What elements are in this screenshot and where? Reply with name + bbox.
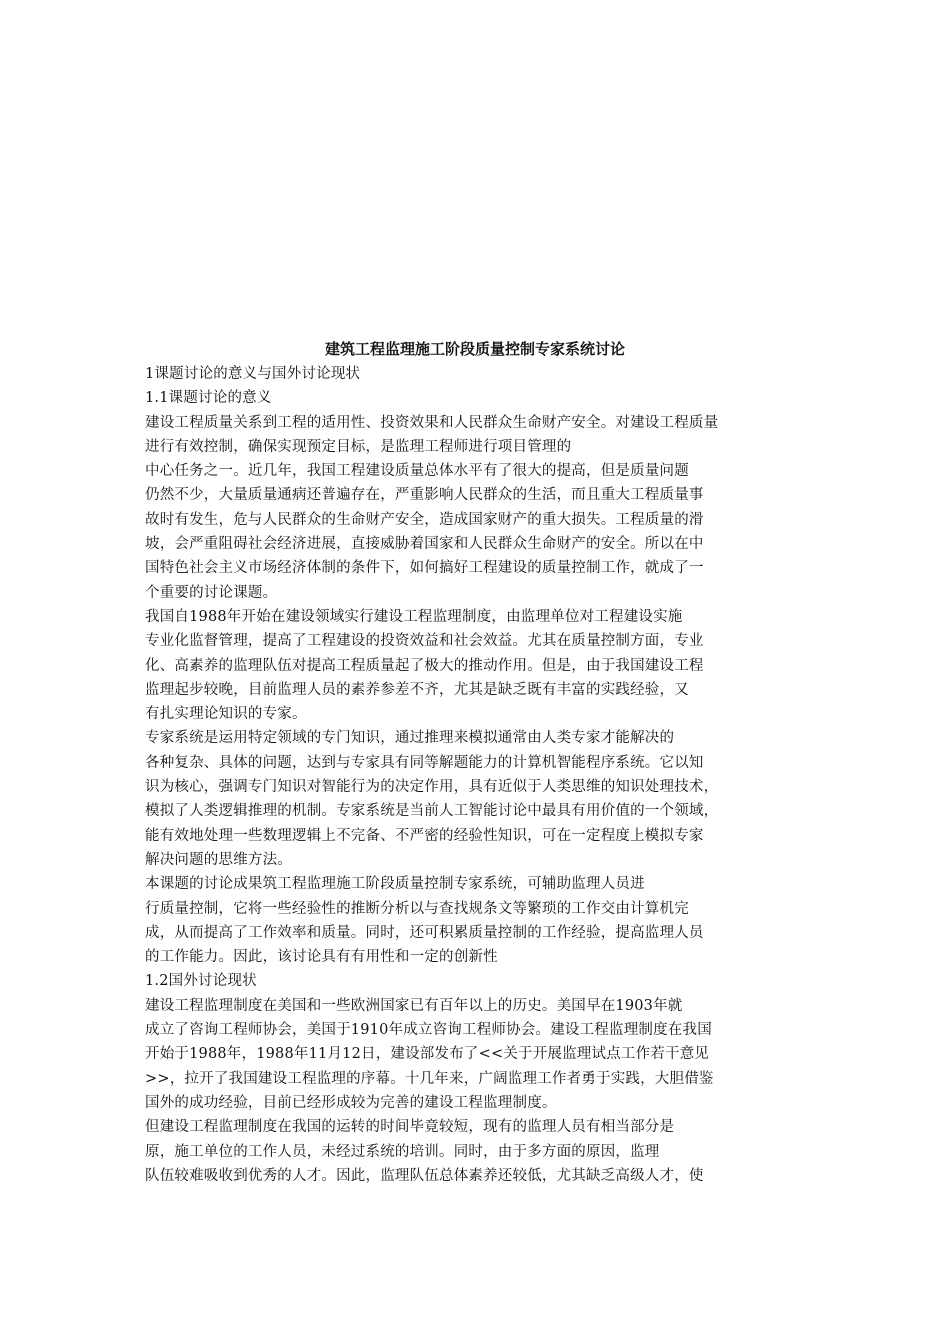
text-line: 国外的成功经验，目前已经形成较为完善的建设工程监理制度。	[145, 1094, 557, 1111]
text-line: 个重要的讨论课题。	[145, 584, 278, 601]
text-line: 原，施工单位的工作人员，未经过系统的培训。同时，由于多方面的原因，监理	[145, 1143, 660, 1160]
text-line: >>，拉开了我国建设工程监理的序幕。十几年来，广阔监理工作者勇于实践，大胆借鉴	[145, 1070, 714, 1087]
text-line: 成立了咨询工程师协会，美国于1910年成立咨询工程师协会。建设工程监理制度在我国	[145, 1022, 712, 1039]
text-line: 但建设工程监理制度在我国的运转的时间毕竟较短，现有的监理人员有相当部分是	[145, 1119, 675, 1136]
text-line: 国特色社会主义市场经济体制的条件下，如何搞好工程建设的质量控制工作，就成了一	[145, 560, 704, 577]
text-line: 1课题讨论的意义与国外讨论现状	[145, 366, 361, 382]
text-line: 坡，会严重阻碍社会经济进展，直接威胁着国家和人民群众生命财产的安全。所以在中	[145, 536, 704, 553]
text-line: 建设工程质量关系到工程的适用性、投资效果和人民群众生命财产安全。对建设工程质量	[145, 414, 719, 431]
document-title: 建筑工程监理施工阶段质量控制专家系统讨论	[324, 340, 625, 358]
document-body	[145, 362, 825, 1188]
text-line: 解决问题的思维方法。	[145, 851, 292, 868]
text-line: 专家系统是运用特定领域的专门知识，通过推理来模拟通常由人类专家才能解决的	[145, 730, 675, 747]
text-line: 模拟了人类逻辑推理的机制。专家系统是当前人工智能讨论中最具有用价值的一个领域，	[145, 803, 719, 820]
text-line: 化、高素养的监理队伍对提高工程质量起了极大的推动作用。但是，由于我国建设工程	[145, 657, 704, 674]
text-line: 1.2国外讨论现状	[145, 973, 257, 990]
text-line: 能有效地处理一些数理逻辑上不完备、不严密的经验性知识，可在一定程度上模拟专家	[145, 827, 704, 844]
text-line: 建设工程监理制度在美国和一些欧洲国家已有百年以上的历史。美国早在1903年就	[145, 997, 683, 1014]
text-line: 中心任务之一。近几年，我国工程建设质量总体水平有了很大的提高，但是质量问题	[145, 463, 689, 480]
text-line: 仍然不少，大量质量通病还普遍存在，严重影响人民群众的生活，而且重大工程质量事	[145, 487, 704, 504]
text-line: 行质量控制，它将一些经验性的推断分析以与查找规条文等繁琐的工作交由计算机完	[145, 900, 689, 917]
text-line: 专业化监督管理，提高了工程建设的投资效益和社会效益。尤其在质量控制方面，专业	[145, 633, 704, 650]
text-line: 各种复杂、具体的问题，达到与专家具有同等解题能力的计算机智能程序系统。它以知	[145, 754, 704, 771]
text-line: 队伍较难吸收到优秀的人才。因此，监理队伍总体素养还较低，尤其缺乏高级人才，使	[145, 1167, 704, 1184]
text-line: 的工作能力。因此，该讨论具有有用性和一定的创新性	[145, 949, 498, 966]
text-line: 故时有发生，危与人民群众的生命财产安全，造成国家财产的重大损失。工程质量的滑	[145, 511, 704, 528]
text-line: 1.1课题讨论的意义	[145, 390, 272, 407]
text-line: 成，从而提高了工作效率和质量。同时，还可积累质量控制的工作经验，提高监理人员	[145, 924, 704, 941]
text-line: 本课题的讨论成果筑工程监理施工阶段质量控制专家系统，可辅助监理人员进	[145, 876, 645, 893]
text-line: 有扎实理论知识的专家。	[145, 706, 307, 723]
text-line: 监理起步较晚，目前监理人员的素养参差不齐，尤其是缺乏既有丰富的实践经验，又	[145, 681, 689, 698]
text-line: 识为核心，强调专门知识对智能行为的决定作用，具有近似于人类思维的知识处理技术，	[145, 779, 719, 796]
text-line: 我国自1988年开始在建设领域实行建设工程监理制度，由监理单位对工程建设实施	[145, 608, 683, 625]
text-line: 进行有效控制，确保实现预定目标，是监理工程师进行项目管理的	[145, 438, 572, 455]
text-line: 开始于1988年，1988年11月12日，建设部发布了<<关于开展监理试点工作若干意见	[145, 1046, 710, 1063]
